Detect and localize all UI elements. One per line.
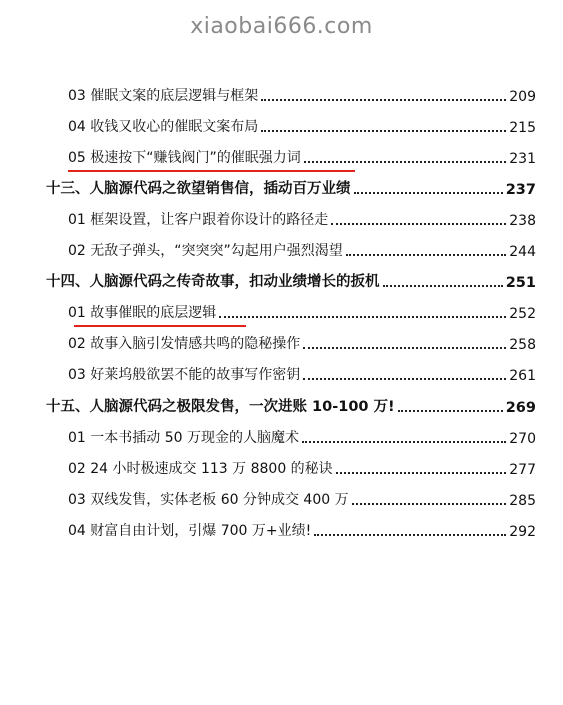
toc-entry-title: 02 故事入脑引发情感共鸣的隐秘操作 [68, 336, 301, 352]
toc-entry-page: 261 [509, 368, 536, 384]
toc-entry-page: 285 [509, 493, 536, 509]
toc-entry-page: 231 [509, 151, 536, 167]
dot-leader [302, 441, 506, 443]
toc-entry-page: 215 [509, 120, 536, 136]
highlight-underline [68, 170, 355, 172]
dot-leader [261, 130, 506, 132]
toc-entry-page: 238 [509, 213, 536, 229]
toc-entry[interactable] [68, 207, 536, 231]
toc-entry[interactable] [68, 362, 536, 386]
toc-entry-title: 02 24 小时极速成交 113 万 8800 的秘诀 [68, 461, 333, 477]
toc-entry-page: 209 [509, 89, 536, 105]
toc-entry[interactable] [68, 300, 536, 324]
toc-entry[interactable] [68, 425, 536, 449]
toc-chapter-title: 十四、人脑源代码之传奇故事，扣动业绩增长的扳机 [46, 274, 380, 290]
dot-leader [261, 99, 506, 101]
toc-entry-title: 03 双线发售，实体老板 60 分钟成交 400 万 [68, 492, 349, 508]
dot-leader [303, 378, 506, 380]
toc-entry[interactable] [68, 518, 536, 542]
toc-entry-page: 258 [509, 337, 536, 353]
toc-entry[interactable] [68, 331, 536, 355]
toc-chapter-page: 269 [505, 400, 536, 416]
dot-leader [331, 223, 506, 225]
watermark-text: xiaobai666.com [190, 14, 373, 39]
toc-chapter[interactable] [46, 394, 536, 418]
dot-leader [219, 316, 506, 318]
toc-chapter-title: 十五、人脑源代码之极限发售，一次进账 10-100 万! [46, 399, 395, 415]
toc-entry[interactable] [68, 145, 536, 169]
toc-entry[interactable] [68, 487, 536, 511]
toc-entry-page: 270 [509, 431, 536, 447]
toc-entry[interactable] [68, 83, 536, 107]
dot-leader [304, 161, 506, 163]
toc-entry-page: 252 [509, 306, 536, 322]
toc-entry-title: 01 一本书插动 50 万现金的人脑魔术 [68, 430, 299, 446]
dot-leader [383, 285, 503, 287]
toc-entry-page: 277 [509, 462, 536, 478]
toc-entry-title: 05 极速按下“赚钱阀门”的催眠强力词 [68, 150, 301, 166]
toc-chapter-page: 237 [505, 182, 536, 198]
dot-leader [303, 347, 506, 349]
dot-leader [352, 503, 507, 505]
dot-leader [346, 254, 506, 256]
toc-chapter-title: 十三、人脑源代码之欲望销售信，插动百万业绩 [46, 181, 351, 197]
toc-entry-title: 04 收钱又收心的催眠文案布局 [68, 119, 259, 135]
toc-entry-title: 03 好莱坞般欲罢不能的故事写作密钥 [68, 367, 301, 383]
toc-chapter[interactable] [46, 269, 536, 293]
toc-entry[interactable] [68, 456, 536, 480]
toc-entry[interactable] [68, 238, 536, 262]
toc-entry-title: 01 框架设置，让客户跟着你设计的路径走 [68, 212, 329, 228]
dot-leader [336, 472, 507, 474]
toc-entry-page: 244 [509, 244, 536, 260]
dot-leader [398, 410, 503, 412]
highlight-underline [74, 325, 246, 327]
dot-leader [354, 192, 503, 194]
toc-entry[interactable] [68, 114, 536, 138]
toc-entry-title: 03 催眠文案的底层逻辑与框架 [68, 88, 259, 104]
toc-entry-title: 02 无敌子弹头，“突突突”勾起用户强烈渴望 [68, 243, 343, 259]
toc-chapter[interactable] [46, 176, 536, 200]
toc-entry-title: 04 财富自由计划，引爆 700 万+业绩! [68, 523, 312, 539]
toc-entry-title: 01 故事催眠的底层逻辑 [68, 305, 217, 321]
dot-leader [314, 534, 506, 536]
toc-chapter-page: 251 [505, 275, 536, 291]
toc-entry-page: 292 [509, 524, 536, 540]
